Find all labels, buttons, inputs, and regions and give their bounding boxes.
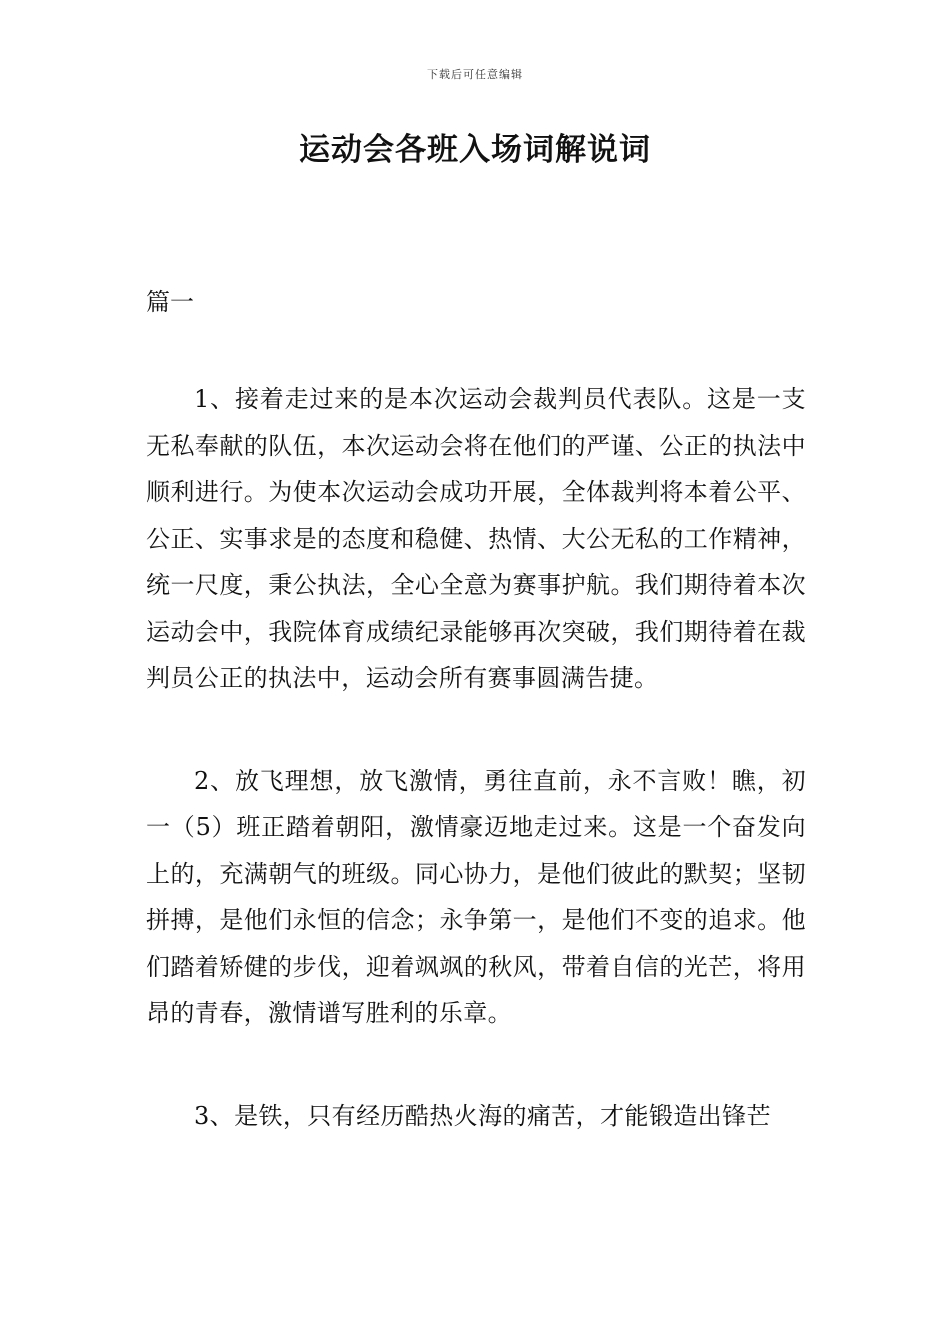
paragraph-1: 1、接着走过来的是本次运动会裁判员代表队。这是一支无私奉献的队伍，本次运动会将在他们的严谨、公正的执法中顺利进行。为使本次运动会成功开展，全体裁判将本着公平、公正、实事求是的态度和稳健、热情、大公无私的工作精神，统一尺度，秉公执法，全心全意为赛事护航。我们期待着本次运动会中，我院体育成绩纪录能够再次突破，我们期待着在裁判员公正的执法中，运动会所有赛事圆满告捷。: [146, 385, 806, 692]
document-title: 运动会各班入场词解说词: [299, 132, 651, 168]
paragraph-3: 3、是铁，只有经历酷热火海的痛苦，才能锻造出锋芒: [194, 1101, 771, 1130]
paragraph-2: 2、放飞理想，放飞激情，勇往直前，永不言败！瞧，初一（5）班正踏着朝阳，激情豪迈地走过来。这是一个奋发向上的，充满朝气的班级。同心协力，是他们彼此的默契；坚韧拼搏，是他们永恒的信念；永争第一，是他们不变的追求。他们踏着矫健的步伐，迎着飒飒的秋风，带着自信的光芒，将用昂的青春，激情谱写胜利的乐章。: [146, 766, 806, 1027]
document-body: [146, 280, 806, 1195]
section-label: 篇一: [146, 288, 194, 316]
header-note: 下载后可任意编辑: [427, 68, 523, 81]
